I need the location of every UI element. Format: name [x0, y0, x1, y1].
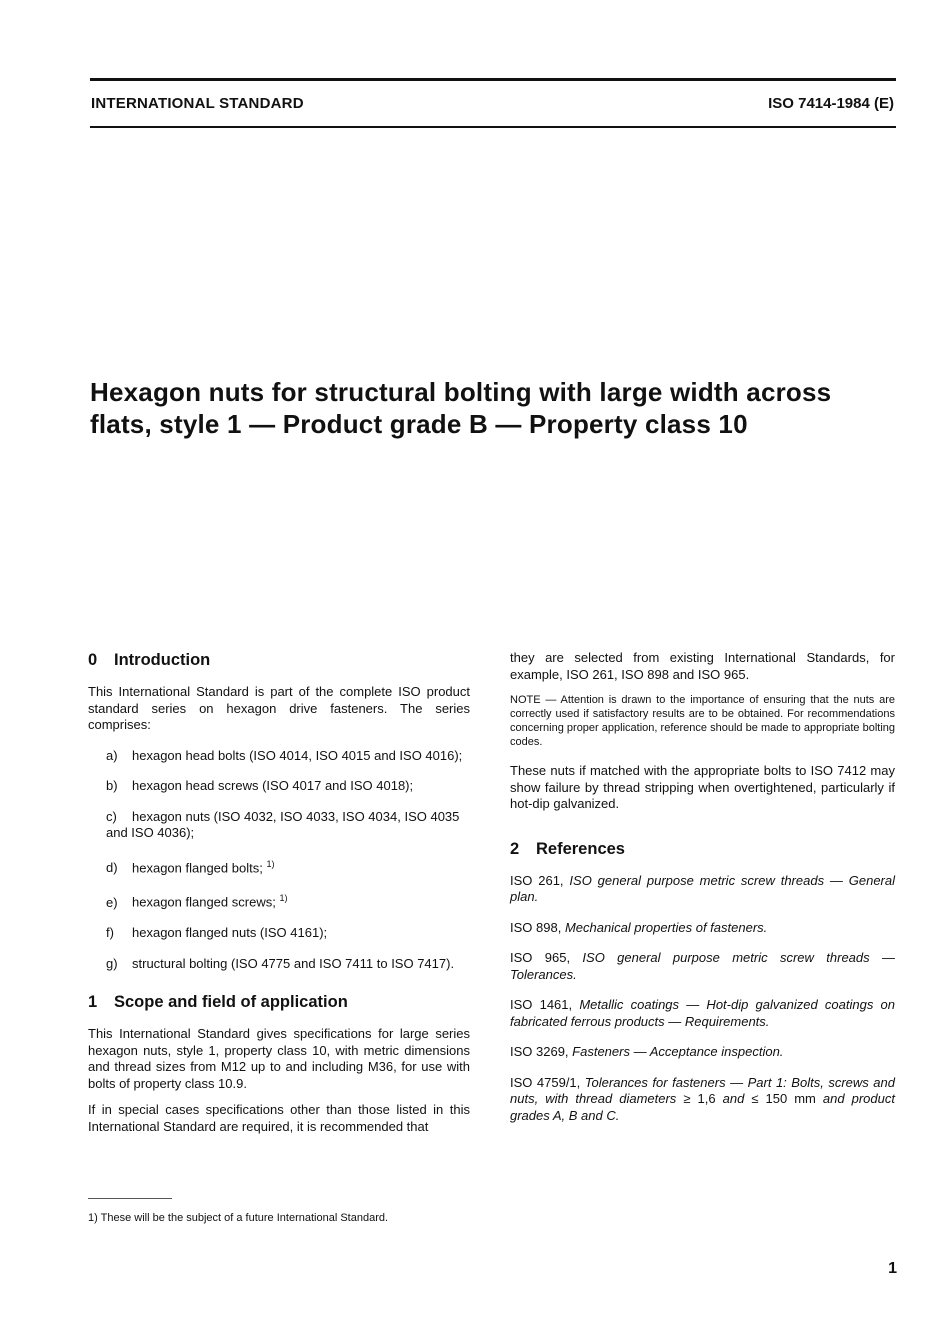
scope-paragraph-2: If in special cases specifications other than those listed in this International Standard are required, it is recommended that	[88, 1102, 470, 1134]
header-document-type: INTERNATIONAL STANDARD	[91, 95, 304, 112]
scope-paragraph-1: This International Standard gives specifications for large series hexagon nuts, style 1, property class 10, with metric dimensions and thread sizes from M12 up to and including M36, for use with bolts of property class 10.9.	[88, 1026, 470, 1091]
continuation-paragraph: they are selected from existing International Standards, for example, ISO 261, ISO 898 and ISO 965.	[510, 650, 895, 682]
reference-item: ISO 3269, Fasteners — Acceptance inspection.	[510, 1044, 784, 1059]
list-item: d) hexagon flanged bolts; $^{1)}$	[106, 858, 275, 875]
header-top-rule	[90, 78, 896, 81]
page-number: 1	[888, 1260, 897, 1277]
list-item: b) hexagon head screws (ISO 4017 and ISO 4018);	[106, 778, 414, 793]
footnote-ref: 1)	[279, 893, 288, 904]
reference-item: ISO 261, ISO general purpose metric screw threads — General plan.	[510, 872, 896, 904]
section-1-heading: 1 Scope and field of application	[88, 993, 348, 1012]
intro-paragraph: This International Standard is part of the complete ISO product standard series on hexagon drive fasteners. The series comprises:	[88, 684, 470, 732]
list-item: e) hexagon flanged screws; $^{1)}$	[106, 893, 288, 910]
list-item: g) structural bolting (ISO 4775 and ISO 7411 to ISO 7417).	[106, 955, 455, 971]
footnote: 1) These will be the subject of a future International Standard.	[88, 1212, 389, 1224]
section-0-heading: 0 Introduction	[88, 651, 211, 669]
footnote-rule	[88, 1198, 172, 1199]
right-column	[510, 650, 895, 1138]
reference-item: ISO 1461, Metallic coatings — Hot-dip galvanized coatings on fabricated ferrous products — Requirements.	[510, 997, 895, 1029]
reference-item: ISO 898, Mechanical properties of fasteners.	[510, 919, 768, 935]
galvanized-paragraph: These nuts if matched with the appropriate bolts to ISO 7412 may show failure by thread stripping when overtightened, particularly if hot-dip galvanized.	[510, 763, 895, 811]
list-item: f) hexagon flanged nuts (ISO 4161);	[106, 925, 328, 941]
section-2-heading: 2 References	[510, 839, 625, 858]
document-title: Hexagon nuts for structural bolting with large width across flats, style 1 — Product grade B — Property class 10	[90, 377, 832, 439]
header-standard-number: ISO 7414-1984 (E)	[768, 95, 894, 112]
reference-item: ISO 965, ISO general purpose metric screw threads — Tolerances.	[510, 950, 895, 982]
footnote-ref: 1)	[266, 858, 275, 869]
list-item: c) hexagon nuts (ISO 4032, ISO 4033, ISO 4034, ISO 4035 and ISO 4036);	[106, 808, 460, 840]
header-bottom-rule	[90, 126, 896, 128]
fastener-series-list	[106, 748, 470, 973]
list-item: a) hexagon head bolts (ISO 4014, ISO 4015 and ISO 4016);	[106, 747, 463, 763]
left-column	[88, 650, 470, 1145]
note-paragraph: NOTE — Attention is drawn to the importance of ensuring that the nuts are correctly used if satisfactory results are to be obtained. For recommendations concerning proper application, reference should be made to appropriate bolting codes.	[510, 694, 895, 748]
reference-item: ISO 4759/1, Tolerances for fasteners — Part 1: Bolts, screws and nuts, with thread diameters ≥ 1,6 and ≤ 150 mm and product grades A, B and C.	[510, 1074, 895, 1123]
